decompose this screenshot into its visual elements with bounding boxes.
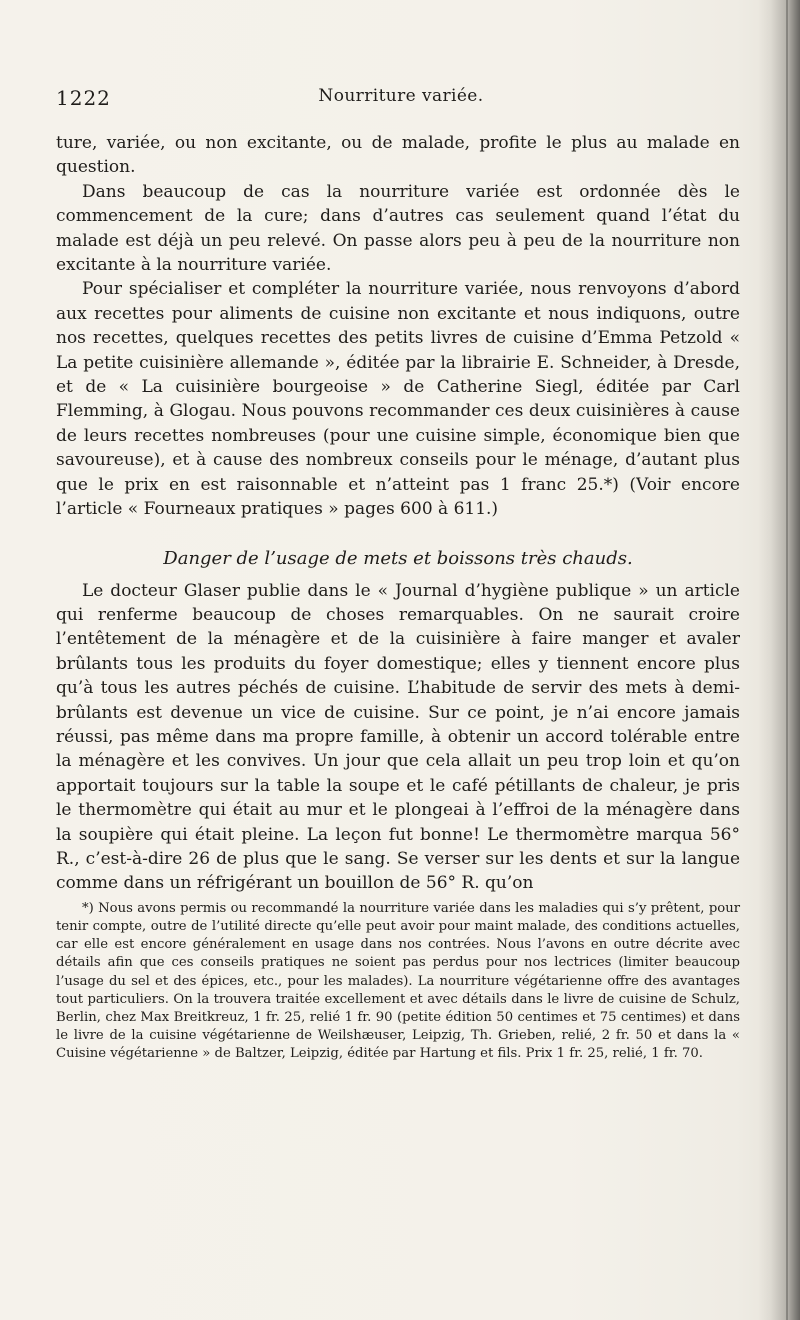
footnote: *) Nous avons permis ou recommandé la nourriture variée dans les maladies qui s’y prêtent, pour tenir compte, outre de l’utilité directe qu’elle peut avoir pour maint malade, des conditions actuelles, car elle est encore généralement en usage dans nos contrées. Nous l’avons en outre décrite avec détails afin que ces conseils pratiques ne soient pas perdus pour nos lectrices (limiter beaucoup l’usage du sel et des épices, etc., pour les malades). La nourriture végétarienne offre des avantages tout particuliers. On la trouvera traitée excellement et avec détails dans le livre de cuisine de Schulz, Berlin, chez Max Breitkreuz, 1 fr. 25, relié 1 fr. 90 (petite édition 50 centimes et 75 centimes) et dans le livre de la cuisine végétarienne de Weilshæuser, Leipzig, Th. Grieben, relié, 2 fr. 50 et dans la « Cuisine végétarienne » de Baltzer, Leipzig, éditée par Hartung et fils. Prix 1 fr. 25, relié, 1 fr. 70. [56, 900, 740, 1062]
paragraph-recipe-books: Pour spécialiser et compléter la nourriture variée, nous renvoyons d’abord aux recettes pour aliments de cuisine non excitante et nous indiquons, outre nos recettes, quelques recettes des petits livres de cuisine d’Emma Petzold « La petite cuisinière allemande », éditée par la librairie E. Schneider, à Dresde, et de « La cuisinière bourgeoise » de Catherine Siegl, éditée par Carl Flemming, à Glogau. Nous pouvons recommander ces deux cuisinières à cause de leurs recettes nombreuses (pour une cuisine simple, économique bien que savoureuse), et à cause des nombreux conseils pour le ménage, d’autant plus que le prix en est raisonnable et n’atteint pas 1 franc 25.*) (Voir encore l’article « Fourneaux pratiques » pages 600 à 611.) [56, 279, 740, 520]
running-head: Nourriture variée. [318, 86, 484, 106]
page-binding-edge [786, 0, 788, 1320]
paragraph-hot-food-danger: Le docteur Glaser publie dans le « Journal d’hygiène publique » un article qui renferme beaucoup de choses remarquables. On ne saurait croire l’entêtement de la ménagère et de la cuisinière à faire manger et avaler brûlants tous les produits du foyer domestique; elles y tiennent encore plus qu’à tous les autres péchés de cuisine. L’habitude de servir des mets à demi-brûlants est devenue un vice de cuisine. Sur ce point, je n’ai encore jamais réussi, pas même dans ma propre famille, à obtenir un accord tolérable entre la ménagère et les convives. Un jour que cela allait un peu trop loin et qu’on apportait toujours sur la table la soupe et le café pétillants de chaleur, je pris le thermomètre qui était au mur et le plongeai à l’effroi de la ménagère dans la soupière qui était pleine. La leçon fut bonne! Le thermomètre marqua 56° R., c’est-à-dire 26 de plus que le sang. Se verser sur les dents et sur la langue comme dans un réfrigérant un bouillon de 56° R. qu’on [56, 580, 740, 894]
page-header [56, 86, 746, 116]
section-heading: Danger de l’usage de mets et boissons très chauds. [163, 547, 633, 569]
paragraph-continuation: ture, variée, ou non excitante, ou de malade, profite le plus au malade en question. [56, 133, 740, 178]
paragraph-cure-timing: Dans beaucoup de cas la nourriture variée est ordonnée dès le commencement de la cure; dans d’autres cas seulement quand l’état du malade est déjà un peu relevé. On passe alors peu à peu de la nourriture non excitante à la nourriture variée. [56, 181, 740, 276]
page-binding-shadow [758, 0, 800, 1320]
page-content [56, 131, 740, 1064]
page-number: 1222 [56, 86, 111, 110]
